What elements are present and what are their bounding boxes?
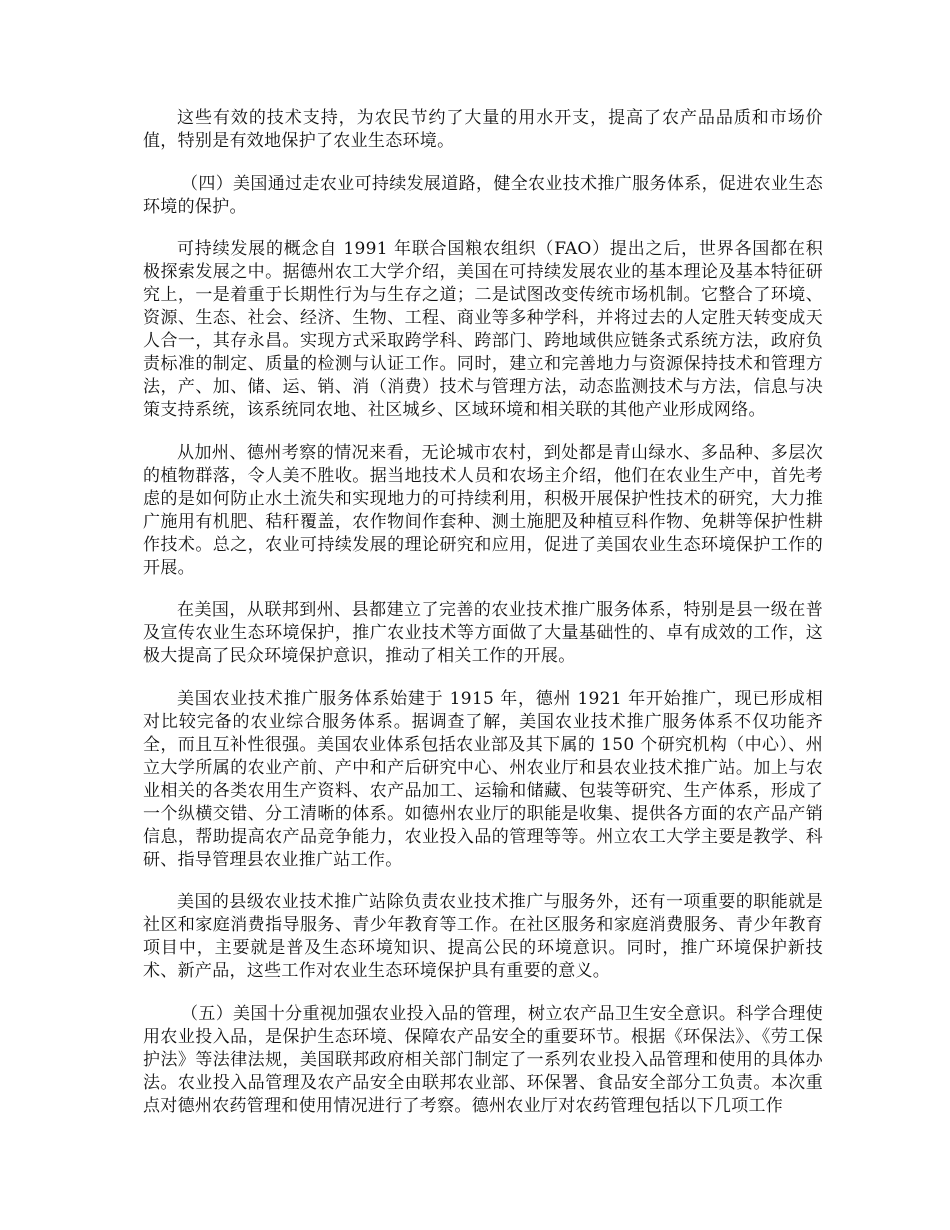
paragraph-extension-history: 美国农业技术推广服务体系始建于 1915 年，德州 1921 年开始推广，现已形成相对比较完备的农业综合服务体系。据调查了解，美国农业技术推广服务体系不仅功能齐全，而且互补性很强。美国农业体系包括农业部及其下属的 150 个研究机构（中心）、州立大学所属的农业产前、产中和产后研究中心、州农业厅和县农业技术推广站。加上与农业相关的各类农用生产资料、农产品加工、运输和储藏、包装等研究、生产体系，形成了一个纵横交错、分工清晰的体系。如德州农业厅的职能是收集、提供各方面的农产品产销信息，帮助提高农产品竞争能力，农业投入品的管理等等。州立农工大学主要是教学、科研、指导管理县农业推广站工作。 (143, 688, 823, 870)
document-body (143, 107, 823, 1137)
section-heading-4: （四）美国通过走农业可持续发展道路，健全农业技术推广服务体系，促进农业生态环境的保护。 (143, 173, 823, 217)
paragraph-water-savings: 这些有效的技术支持，为农民节约了大量的用水开支，提高了农产品品质和市场价值，特别是有效地保护了农业生态环境。 (143, 108, 823, 151)
paragraph-california-texas: 从加州、德州考察的情况来看，无论城市农村，到处都是青山绿水、多品种、多层次的植物群落，令人美不胜收。据当地技术人员和农场主介绍，他们在农业生产中，首先考虑的是如何防止水土流失和实现地力的可持续利用，积极开展保护性技术的研究，大力推广施用有机肥、秸秆覆盖，农作物间作套种、测土施肥及种植豆科作物、免耕等保护性耕作技术。总之，农业可持续发展的理论研究和应用，促进了美国农业生态环境保护工作的开展。 (143, 442, 823, 578)
section-heading-5: （五）美国十分重视加强农业投入品的管理，树立农产品卫生安全意识。科学合理使用农业投入品，是保护生态环境、保障农产品安全的重要环节。根据《环保法》、《劳工保护法》等法律法规，美国联邦政府相关部门制定了一系列农业投入品管理和使用的具体办法。农业投入品管理及农产品安全由联邦农业部、环保署、食品安全部分工负责。本次重点对德州农药管理和使用情况进行了考察。德州农业厅对农药管理包括以下几项工作 (143, 1003, 823, 1116)
paragraph-sustainable-concept: 可持续发展的概念自 1991 年联合国粮农组织（FAO）提出之后，世界各国都在积极探索发展之中。据德州农工大学介绍，美国在可持续发展农业的基本理论及基本特征研究上，一是着重于长期性行为与生存之道；二是试图改变传统市场机制。它整合了环境、资源、生态、社会、经济、生物、工程、商业等多种学科，并将过去的人定胜天转变成天人合一，其存永昌。实现方式采取跨学科、跨部门、跨地域供应链条式系统方法，政府负责标准的制定、质量的检测与认证工作。同时，建立和完善地力与资源保持技术和管理方法，产、加、储、运、销、消（消费）技术与管理方法，动态监测技术与方法，信息与决策支持系统，该系统同农地、社区城乡、区域环境和相关联的其他产业形成网络。 (143, 239, 823, 420)
paragraph-county-stations: 美国的县级农业技术推广站除负责农业技术推广与服务外，还有一项重要的职能就是社区和家庭消费指导服务、青少年教育等工作。在社区服务和家庭消费服务、青少年教育项目中，主要就是普及生态环境知识、提高公民的环境意识。同时，推广环境保护新技术、新产品，这些工作对农业生态环境保护具有重要的意义。 (143, 892, 823, 981)
paragraph-extension-system: 在美国，从联邦到州、县都建立了完善的农业技术推广服务体系，特别是县一级在普及宣传农业生态环境保护，推广农业技术等方面做了大量基础性的、卓有成效的工作，这极大提高了民众环境保护意识，推动了相关工作的开展。 (143, 600, 823, 666)
